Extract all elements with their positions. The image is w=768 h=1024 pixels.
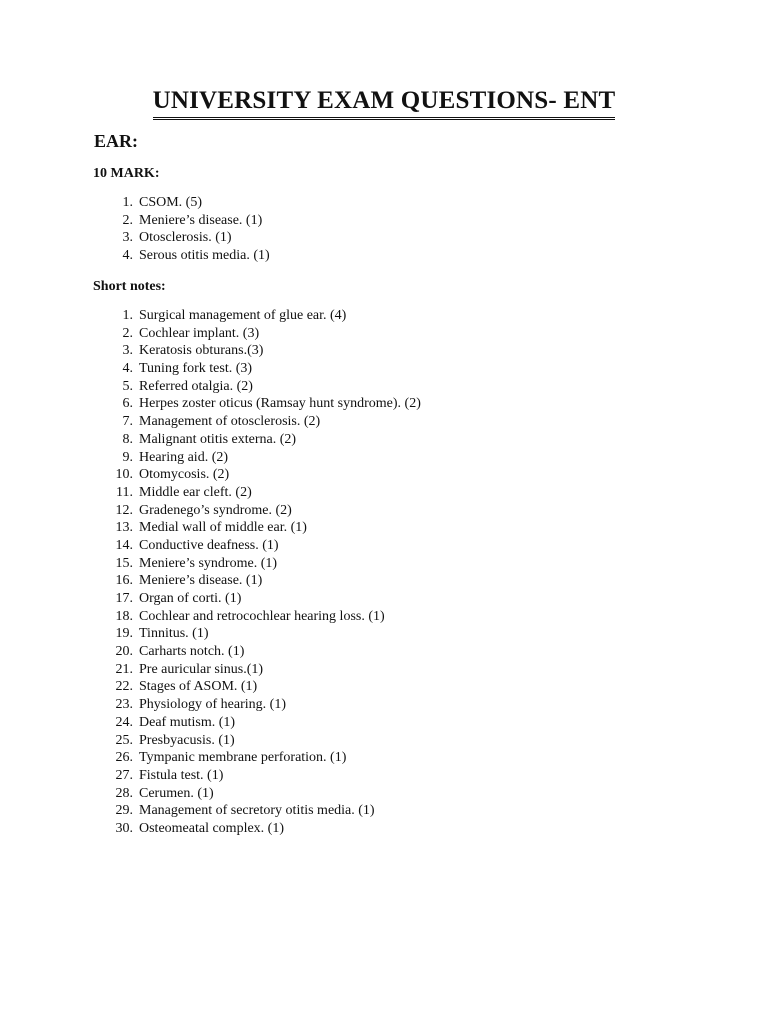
item-text: Cochlear implant. (3) xyxy=(139,325,260,341)
item-text: Deaf mutism. (1) xyxy=(139,714,236,730)
item-text: Carharts notch. (1) xyxy=(139,644,245,660)
item-text: Malignant otitis externa. (2) xyxy=(139,431,297,447)
item-number: 6. xyxy=(122,396,133,412)
item-number: 25. xyxy=(115,732,133,748)
item-text: Pre auricular sinus.(1) xyxy=(139,661,264,677)
page-title-text: UNIVERSITY EXAM QUESTIONS- ENT xyxy=(153,86,616,120)
item-text: Tinnitus. (1) xyxy=(139,626,209,642)
item-text: Medial wall of middle ear. (1) xyxy=(139,520,307,536)
item-number: 30. xyxy=(115,820,133,836)
item-number: 15. xyxy=(115,555,133,571)
item-text: Middle ear cleft. (2) xyxy=(139,484,252,500)
item-number: 7. xyxy=(122,414,133,430)
item-text: Physiology of hearing. (1) xyxy=(139,697,286,713)
item-number: 4. xyxy=(122,248,133,264)
item-text: Cochlear and retrocochlear hearing loss. (1) xyxy=(139,608,385,624)
item-number: 24. xyxy=(115,714,133,730)
ten-mark-heading: 10 MARK: xyxy=(93,166,160,181)
item-number: 20. xyxy=(115,644,133,660)
item-number: 1. xyxy=(122,195,133,210)
item-number: 3. xyxy=(122,343,133,359)
item-text: Otosclerosis. (1) xyxy=(139,230,232,246)
item-text: Herpes zoster oticus (Ramsay hunt syndrome). (2) xyxy=(139,396,421,412)
item-text: Stages of ASOM. (1) xyxy=(139,679,258,695)
item-text: Cerumen. (1) xyxy=(139,785,214,801)
item-number: 9. xyxy=(122,449,133,465)
item-number: 16. xyxy=(115,573,133,589)
item-number: 17. xyxy=(115,591,133,606)
item-text: Otomycosis. (2) xyxy=(139,467,230,483)
item-text: Keratosis obturans.(3) xyxy=(139,343,264,359)
item-text: Management of secretory otitis media. (1) xyxy=(139,803,375,819)
item-number: 14. xyxy=(115,537,133,553)
item-text: Meniere’s disease. (1) xyxy=(139,212,263,228)
item-number: 2. xyxy=(122,325,133,341)
page-title xyxy=(0,86,768,120)
item-text: Osteomeatal complex. (1) xyxy=(139,820,285,836)
item-text: Organ of corti. (1) xyxy=(139,591,242,606)
item-number: 3. xyxy=(122,230,133,246)
item-text: Hearing aid. (2) xyxy=(139,449,229,465)
item-number: 5. xyxy=(122,378,133,394)
item-text: Surgical management of glue ear. (4) xyxy=(139,308,347,323)
item-number: 23. xyxy=(115,697,133,713)
item-number: 28. xyxy=(115,785,133,801)
item-text: Gradenego’s syndrome. (2) xyxy=(139,502,292,518)
item-number: 12. xyxy=(115,502,133,518)
item-number: 1. xyxy=(122,308,133,323)
item-number: 8. xyxy=(122,431,133,447)
item-number: 29. xyxy=(115,803,133,819)
item-text: Conductive deafness. (1) xyxy=(139,537,279,553)
item-number: 13. xyxy=(115,520,133,536)
section-heading-ear: EAR: xyxy=(94,131,138,151)
item-text: Tympanic membrane perforation. (1) xyxy=(139,750,347,766)
item-number: 22. xyxy=(115,679,133,695)
item-text: Meniere’s disease. (1) xyxy=(139,573,263,589)
item-number: 10. xyxy=(115,467,133,483)
item-text: Presbyacusis. (1) xyxy=(139,732,235,748)
item-number: 26. xyxy=(115,750,133,766)
item-number: 27. xyxy=(115,767,133,783)
item-text: Tuning fork test. (3) xyxy=(139,361,253,377)
item-number: 11. xyxy=(116,484,133,500)
item-text: Referred otalgia. (2) xyxy=(139,378,253,394)
item-number: 4. xyxy=(122,361,133,377)
item-text: CSOM. (5) xyxy=(139,195,203,210)
item-text: Management of otosclerosis. (2) xyxy=(139,414,321,430)
item-number: 18. xyxy=(115,608,133,624)
item-number: 19. xyxy=(115,626,133,642)
item-text: Serous otitis media. (1) xyxy=(139,248,270,264)
item-number: 21. xyxy=(115,661,133,677)
item-number: 2. xyxy=(122,212,133,228)
item-text: Meniere’s syndrome. (1) xyxy=(139,555,278,571)
item-text: Fistula test. (1) xyxy=(139,767,224,783)
short-notes-heading: Short notes: xyxy=(93,279,166,294)
